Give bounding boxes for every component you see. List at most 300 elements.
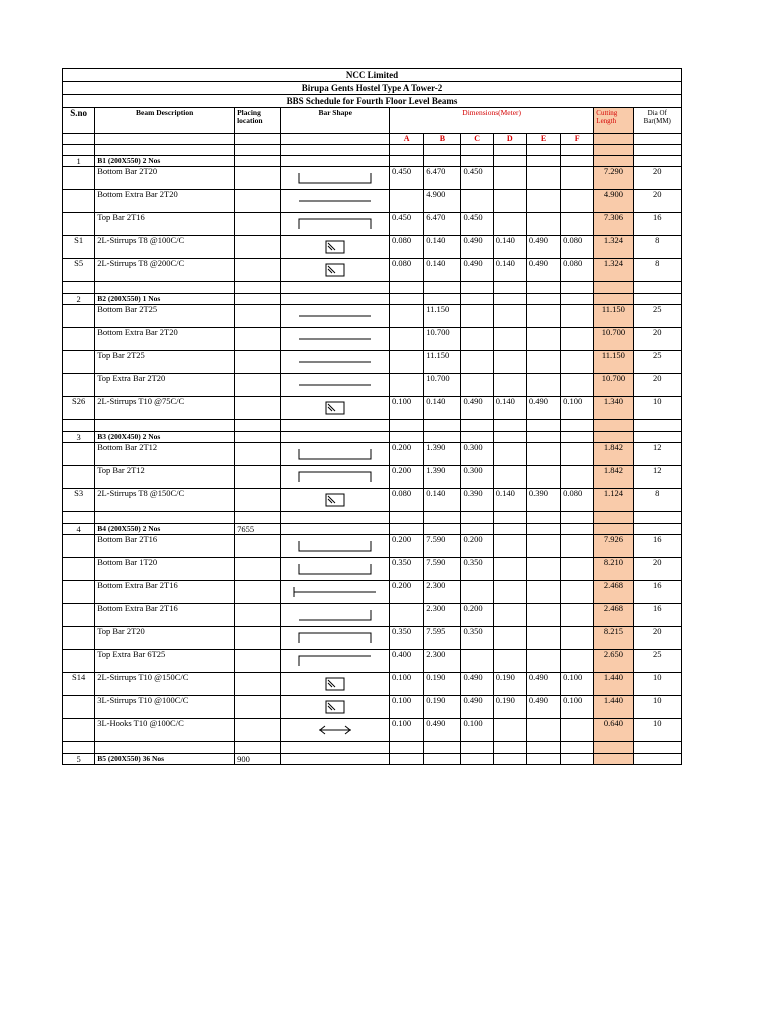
header-cutting-length: Cutting Length: [594, 108, 633, 134]
bar-shape: [281, 673, 390, 696]
dim-f: 0.080: [561, 489, 594, 512]
bar-shape-u-bottom-icon: [297, 562, 373, 576]
dim-d: [493, 719, 526, 742]
blank-cell: [561, 512, 594, 524]
blank-cell: [390, 282, 424, 294]
blank-cell: [235, 742, 281, 754]
serial-number: 3: [63, 432, 95, 443]
dim-e: [526, 466, 560, 489]
bar-diameter: 16: [633, 535, 681, 558]
dim-a: 0.080: [390, 259, 424, 282]
separator-row: [63, 282, 682, 294]
beam-title: B3 (200X450) 2 Nos: [95, 432, 235, 443]
serial-number: [63, 581, 95, 604]
serial-number: S3: [63, 489, 95, 512]
bar-diameter: 12: [633, 466, 681, 489]
dim-b: 0.140: [424, 397, 461, 420]
blank-cell: [594, 420, 633, 432]
blank-cell: [235, 145, 281, 156]
blank-cell: [424, 512, 461, 524]
dim-d: 0.140: [493, 397, 526, 420]
bar-description: Top Extra Bar 6T25: [95, 650, 235, 673]
bar-description: Bottom Bar 1T20: [95, 558, 235, 581]
bar-diameter: 8: [633, 236, 681, 259]
blank-cell: [390, 145, 424, 156]
serial-number: S1: [63, 236, 95, 259]
dim-e: [526, 443, 560, 466]
bar-row: [63, 374, 682, 397]
beam-title: B4 (200X550) 2 Nos: [95, 524, 235, 535]
blank-cell: [594, 432, 633, 443]
dim-f: [561, 305, 594, 328]
dim-a: 0.080: [390, 236, 424, 259]
dim-d: [493, 167, 526, 190]
dim-d: [493, 466, 526, 489]
blank-cell: [561, 742, 594, 754]
bar-diameter: 20: [633, 328, 681, 351]
bar-shape: [281, 190, 390, 213]
placing-location: [235, 328, 281, 351]
serial-number: [63, 650, 95, 673]
dim-letter-f: F: [561, 134, 594, 145]
dim-c: [461, 351, 493, 374]
dim-b: 0.490: [424, 719, 461, 742]
bar-shape-straight-icon: [297, 381, 373, 389]
blank-cell: [461, 145, 493, 156]
bar-diameter: 16: [633, 604, 681, 627]
cutting-length: 1.340: [594, 397, 633, 420]
placing-location: [235, 650, 281, 673]
dim-f: [561, 719, 594, 742]
beam-title: B1 (200X550) 2 Nos: [95, 156, 235, 167]
bar-shape: [281, 558, 390, 581]
blank-cell: [281, 294, 390, 305]
bar-row: [63, 466, 682, 489]
dim-f: [561, 581, 594, 604]
blank-cell: [461, 512, 493, 524]
stirrup-row: [63, 696, 682, 719]
dim-e: [526, 719, 560, 742]
blank-cell: [526, 282, 560, 294]
beam-header-row: [63, 156, 682, 167]
blank-cell: [526, 145, 560, 156]
dim-c: 0.490: [461, 673, 493, 696]
bar-shape: [281, 305, 390, 328]
dim-c: 0.490: [461, 259, 493, 282]
blank-cell: [281, 134, 390, 145]
dim-c: [461, 650, 493, 673]
project-title: Birupa Gents Hostel Type A Tower-2: [63, 82, 682, 95]
dim-f: [561, 604, 594, 627]
header-beam-description: Beam Description: [95, 108, 235, 134]
blank-cell: [281, 512, 390, 524]
bar-row: [63, 650, 682, 673]
hook-shape-icon: [317, 723, 353, 737]
blank-cell: [390, 754, 424, 765]
dim-d: 0.140: [493, 489, 526, 512]
cutting-length: 8.210: [594, 558, 633, 581]
placing-location: [235, 167, 281, 190]
dim-a: [390, 351, 424, 374]
dim-e: 0.490: [526, 259, 560, 282]
placing-location: [235, 696, 281, 719]
blank-cell: [281, 742, 390, 754]
bar-shape: [281, 627, 390, 650]
beam-header-row: [63, 524, 682, 535]
bar-row: [63, 190, 682, 213]
dim-f: 0.100: [561, 397, 594, 420]
blank-cell: [235, 282, 281, 294]
dim-a: 0.450: [390, 213, 424, 236]
dim-e: [526, 374, 560, 397]
dim-d: [493, 305, 526, 328]
serial-number: 2: [63, 294, 95, 305]
blank-cell: [235, 134, 281, 145]
dim-e: 0.390: [526, 489, 560, 512]
dim-b: 2.300: [424, 604, 461, 627]
stirrup-shape-icon: [324, 699, 346, 715]
blank-cell: [95, 134, 235, 145]
dim-a: [390, 328, 424, 351]
dim-a: [390, 374, 424, 397]
blank-cell: [561, 754, 594, 765]
bar-shape-u-bottom-icon: [297, 171, 373, 185]
cutting-length: 2.650: [594, 650, 633, 673]
blank-cell: [493, 294, 526, 305]
dim-d: [493, 190, 526, 213]
blank-cell: [461, 742, 493, 754]
dim-f: [561, 443, 594, 466]
cutting-length: 11.150: [594, 305, 633, 328]
cutting-length: 7.926: [594, 535, 633, 558]
blank-cell: [461, 754, 493, 765]
dim-c: 0.200: [461, 535, 493, 558]
dim-letter-a: A: [390, 134, 424, 145]
placing-location: [235, 213, 281, 236]
company-title: NCC Limited: [63, 69, 682, 82]
bar-description: 2L-Stirrups T8 @100C/C: [95, 236, 235, 259]
placing-location: [235, 673, 281, 696]
blank-cell: [633, 512, 681, 524]
bar-diameter: 16: [633, 581, 681, 604]
bar-row: [63, 213, 682, 236]
bar-shape-l-top-left-icon: [297, 654, 373, 668]
cutting-length: 1.324: [594, 259, 633, 282]
placing-location: [235, 374, 281, 397]
serial-number: S14: [63, 673, 95, 696]
dim-b: 0.140: [424, 236, 461, 259]
bar-description: Bottom Extra Bar 2T20: [95, 190, 235, 213]
bar-shape-u-bottom-icon: [297, 539, 373, 553]
dim-e: [526, 558, 560, 581]
cutting-length: 10.700: [594, 374, 633, 397]
serial-number: [63, 374, 95, 397]
dim-e: [526, 535, 560, 558]
serial-number: [63, 328, 95, 351]
blank-cell: [633, 524, 681, 535]
dim-c: [461, 190, 493, 213]
blank-cell: [594, 156, 633, 167]
dim-b: 0.190: [424, 696, 461, 719]
blank-cell: [633, 282, 681, 294]
dim-f: [561, 328, 594, 351]
blank-cell: [594, 282, 633, 294]
cutting-length: 1.324: [594, 236, 633, 259]
dim-e: 0.490: [526, 397, 560, 420]
stirrup-shape-icon: [324, 239, 346, 255]
dim-a: 0.100: [390, 719, 424, 742]
stirrup-row: [63, 259, 682, 282]
blank-cell: [390, 742, 424, 754]
bbs-schedule-sheet: [62, 68, 682, 765]
dim-e: [526, 213, 560, 236]
blank-cell: [561, 420, 594, 432]
bar-diameter: 8: [633, 259, 681, 282]
blank-cell: [594, 134, 633, 145]
placing-location: [235, 351, 281, 374]
dim-e: [526, 627, 560, 650]
dim-f: [561, 466, 594, 489]
bar-shape: [281, 351, 390, 374]
dim-c: [461, 581, 493, 604]
separator-row: [63, 742, 682, 754]
blank-cell: [561, 145, 594, 156]
blank-cell: [633, 156, 681, 167]
dim-c: [461, 374, 493, 397]
bar-diameter: 20: [633, 558, 681, 581]
blank-cell: [281, 524, 390, 535]
dim-c: [461, 328, 493, 351]
bar-row: [63, 328, 682, 351]
blank-cell: [424, 156, 461, 167]
blank-cell: [281, 156, 390, 167]
blank-cell: [95, 420, 235, 432]
blank-cell: [493, 145, 526, 156]
beam-header-row: [63, 432, 682, 443]
dim-e: [526, 305, 560, 328]
dim-f: [561, 558, 594, 581]
dim-letter-c: C: [461, 134, 493, 145]
blank-cell: [526, 742, 560, 754]
dim-letter-d: D: [493, 134, 526, 145]
bar-description: Top Bar 2T12: [95, 466, 235, 489]
placing-location: [235, 294, 281, 305]
dim-e: [526, 581, 560, 604]
bar-description: Top Bar 2T25: [95, 351, 235, 374]
bar-shape-straight-icon: [297, 358, 373, 366]
dim-d: [493, 351, 526, 374]
dim-b: 11.150: [424, 305, 461, 328]
dim-f: [561, 535, 594, 558]
dim-e: [526, 604, 560, 627]
stirrup-shape-icon: [324, 492, 346, 508]
blank-cell: [493, 432, 526, 443]
dim-e: [526, 650, 560, 673]
bar-description: 3L-Hooks T10 @100C/C: [95, 719, 235, 742]
dim-b: 2.300: [424, 581, 461, 604]
bar-diameter: 10: [633, 719, 681, 742]
placing-location: [235, 535, 281, 558]
serial-number: [63, 627, 95, 650]
serial-number: S26: [63, 397, 95, 420]
beam-header-row: [63, 754, 682, 765]
bar-row: [63, 305, 682, 328]
blank-cell: [526, 294, 560, 305]
dim-c: 0.200: [461, 604, 493, 627]
bar-description: Bottom Extra Bar 2T20: [95, 328, 235, 351]
dim-f: 0.080: [561, 259, 594, 282]
blank-cell: [594, 145, 633, 156]
cutting-length: 1.440: [594, 673, 633, 696]
blank-cell: [594, 742, 633, 754]
bar-row: [63, 167, 682, 190]
placing-location: [235, 156, 281, 167]
blank-cell: [526, 512, 560, 524]
bar-shape: [281, 259, 390, 282]
serial-number: [63, 604, 95, 627]
blank-cell: [493, 420, 526, 432]
dim-d: [493, 558, 526, 581]
dim-c: 0.490: [461, 236, 493, 259]
blank-cell: [633, 420, 681, 432]
bar-description: Top Bar 2T20: [95, 627, 235, 650]
bbs-table: [62, 68, 682, 765]
dim-c: 0.390: [461, 489, 493, 512]
blank-cell: [493, 282, 526, 294]
dim-b: 4.900: [424, 190, 461, 213]
bar-shape: [281, 213, 390, 236]
dim-f: [561, 190, 594, 213]
dim-e: [526, 190, 560, 213]
header-dimensions: Dimensions(Meter): [390, 108, 594, 134]
blank-cell: [526, 754, 560, 765]
bar-shape: [281, 581, 390, 604]
blank-cell: [390, 420, 424, 432]
blank-cell: [633, 145, 681, 156]
dim-c: 0.300: [461, 466, 493, 489]
dim-d: [493, 627, 526, 650]
blank-cell: [95, 145, 235, 156]
bar-diameter: 20: [633, 167, 681, 190]
dim-a: 0.100: [390, 397, 424, 420]
dim-f: 0.100: [561, 673, 594, 696]
dim-d: [493, 535, 526, 558]
bar-shape-u-bottom-icon: [297, 447, 373, 461]
dim-d: [493, 443, 526, 466]
placing-location: [235, 627, 281, 650]
dim-a: [390, 190, 424, 213]
blank-cell: [526, 524, 560, 535]
dim-d: [493, 374, 526, 397]
blank-cell: [526, 156, 560, 167]
bar-row: [63, 604, 682, 627]
dim-a: 0.100: [390, 696, 424, 719]
bar-description: Bottom Extra Bar 2T16: [95, 604, 235, 627]
header-sno: S.no: [63, 108, 95, 134]
blank-cell: [390, 432, 424, 443]
bar-row: [63, 627, 682, 650]
cutting-length: 11.150: [594, 351, 633, 374]
blank-cell: [461, 432, 493, 443]
dim-a: 0.200: [390, 466, 424, 489]
dim-a: 0.200: [390, 443, 424, 466]
bar-shape: [281, 719, 390, 742]
serial-number: [63, 558, 95, 581]
blank-cell: [493, 754, 526, 765]
stirrup-row: [63, 489, 682, 512]
dim-d: 0.140: [493, 236, 526, 259]
bar-description: Bottom Bar 2T16: [95, 535, 235, 558]
separator-row: [63, 145, 682, 156]
dim-a: 0.100: [390, 673, 424, 696]
bar-shape: [281, 236, 390, 259]
cutting-length: 10.700: [594, 328, 633, 351]
dim-a: 0.080: [390, 489, 424, 512]
dim-d: [493, 604, 526, 627]
blank-cell: [424, 754, 461, 765]
bar-diameter: 10: [633, 397, 681, 420]
blank-cell: [633, 294, 681, 305]
placing-location: 900: [235, 754, 281, 765]
cutting-length: 8.215: [594, 627, 633, 650]
dim-a: 0.350: [390, 558, 424, 581]
blank-cell: [95, 282, 235, 294]
bar-row: [63, 581, 682, 604]
placing-location: [235, 489, 281, 512]
bar-shape: [281, 328, 390, 351]
dim-d: [493, 650, 526, 673]
cutting-length: 7.290: [594, 167, 633, 190]
beam-header-row: [63, 294, 682, 305]
dim-c: [461, 305, 493, 328]
bar-diameter: 20: [633, 190, 681, 213]
blank-cell: [424, 294, 461, 305]
blank-cell: [281, 420, 390, 432]
blank-cell: [461, 420, 493, 432]
dim-c: 0.350: [461, 558, 493, 581]
stirrup-row: [63, 397, 682, 420]
blank-cell: [95, 512, 235, 524]
stirrup-shape-icon: [324, 262, 346, 278]
dim-b: 6.470: [424, 167, 461, 190]
bar-shape: [281, 604, 390, 627]
bar-row: [63, 443, 682, 466]
blank-cell: [63, 145, 95, 156]
cutting-length: 0.640: [594, 719, 633, 742]
dim-f: 0.080: [561, 236, 594, 259]
blank-cell: [561, 432, 594, 443]
blank-cell: [281, 145, 390, 156]
bar-diameter: 10: [633, 696, 681, 719]
dim-a: 0.200: [390, 581, 424, 604]
bar-description: 2L-Stirrups T8 @150C/C: [95, 489, 235, 512]
bar-shape: [281, 466, 390, 489]
serial-number: [63, 190, 95, 213]
bar-description: Bottom Bar 2T12: [95, 443, 235, 466]
dim-e: [526, 328, 560, 351]
serial-number: [63, 466, 95, 489]
blank-cell: [633, 432, 681, 443]
blank-cell: [493, 524, 526, 535]
placing-location: [235, 190, 281, 213]
blank-cell: [561, 282, 594, 294]
dim-e: [526, 167, 560, 190]
beam-title: B5 (200X550) 36 Nos: [95, 754, 235, 765]
serial-number: S5: [63, 259, 95, 282]
serial-number: 4: [63, 524, 95, 535]
blank-cell: [63, 420, 95, 432]
separator-row: [63, 420, 682, 432]
